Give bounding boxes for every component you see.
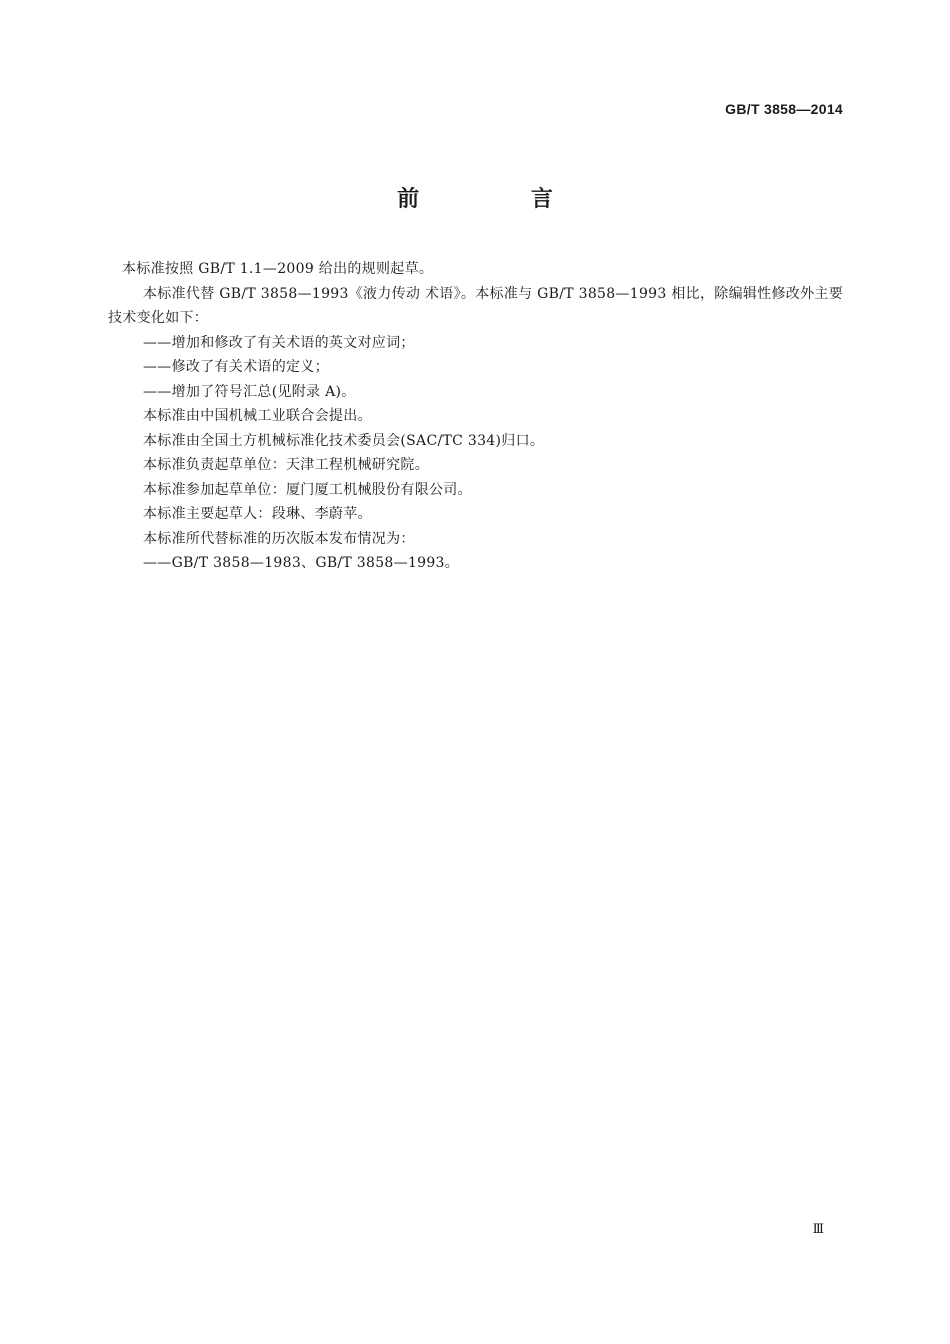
paragraph-change-1: ——增加和修改了有关术语的英文对应词；: [143, 334, 415, 351]
paragraph-change-3: ——增加了符号汇总(见附录 A)。: [143, 383, 356, 400]
paragraph-replacement: 本标准代替 GB/T 3858—1993《液力传动 术语》。本标准与 GB/T 3858—1993 相比，除编辑性修改外主要技术变化如下：: [108, 285, 843, 326]
page-number: III: [812, 1222, 822, 1237]
paragraph-drafting-rules: 本标准按照 GB/T 1.1—2009 给出的规则起草。: [122, 261, 434, 277]
paragraph-history-list: ——GB/T 3858—1983、GB/T 3858—1993。: [143, 555, 460, 571]
paragraph-committee: 本标准由全国土方机械标准化技术委员会(SAC/TC 334)归口。: [143, 432, 545, 449]
paragraph-history-intro: 本标准所代替标准的历次版本发布情况为：: [143, 530, 415, 547]
page-title: 前 言: [397, 187, 605, 212]
paragraph-change-2: ——修改了有关术语的定义；: [143, 359, 329, 375]
paragraph-authors: 本标准主要起草人：段琳、李蔚苹。: [143, 506, 372, 522]
paragraph-lead-drafter: 本标准负责起草单位：天津工程机械研究院。: [143, 457, 429, 473]
foreword-body: [108, 257, 843, 576]
paragraph-proposer: 本标准由中国机械工业联合会提出。: [143, 408, 372, 424]
paragraph-participating-drafter: 本标准参加起草单位：厦门厦工机械股份有限公司。: [143, 481, 472, 498]
standard-code: GB/T 3858—2014: [725, 101, 843, 117]
